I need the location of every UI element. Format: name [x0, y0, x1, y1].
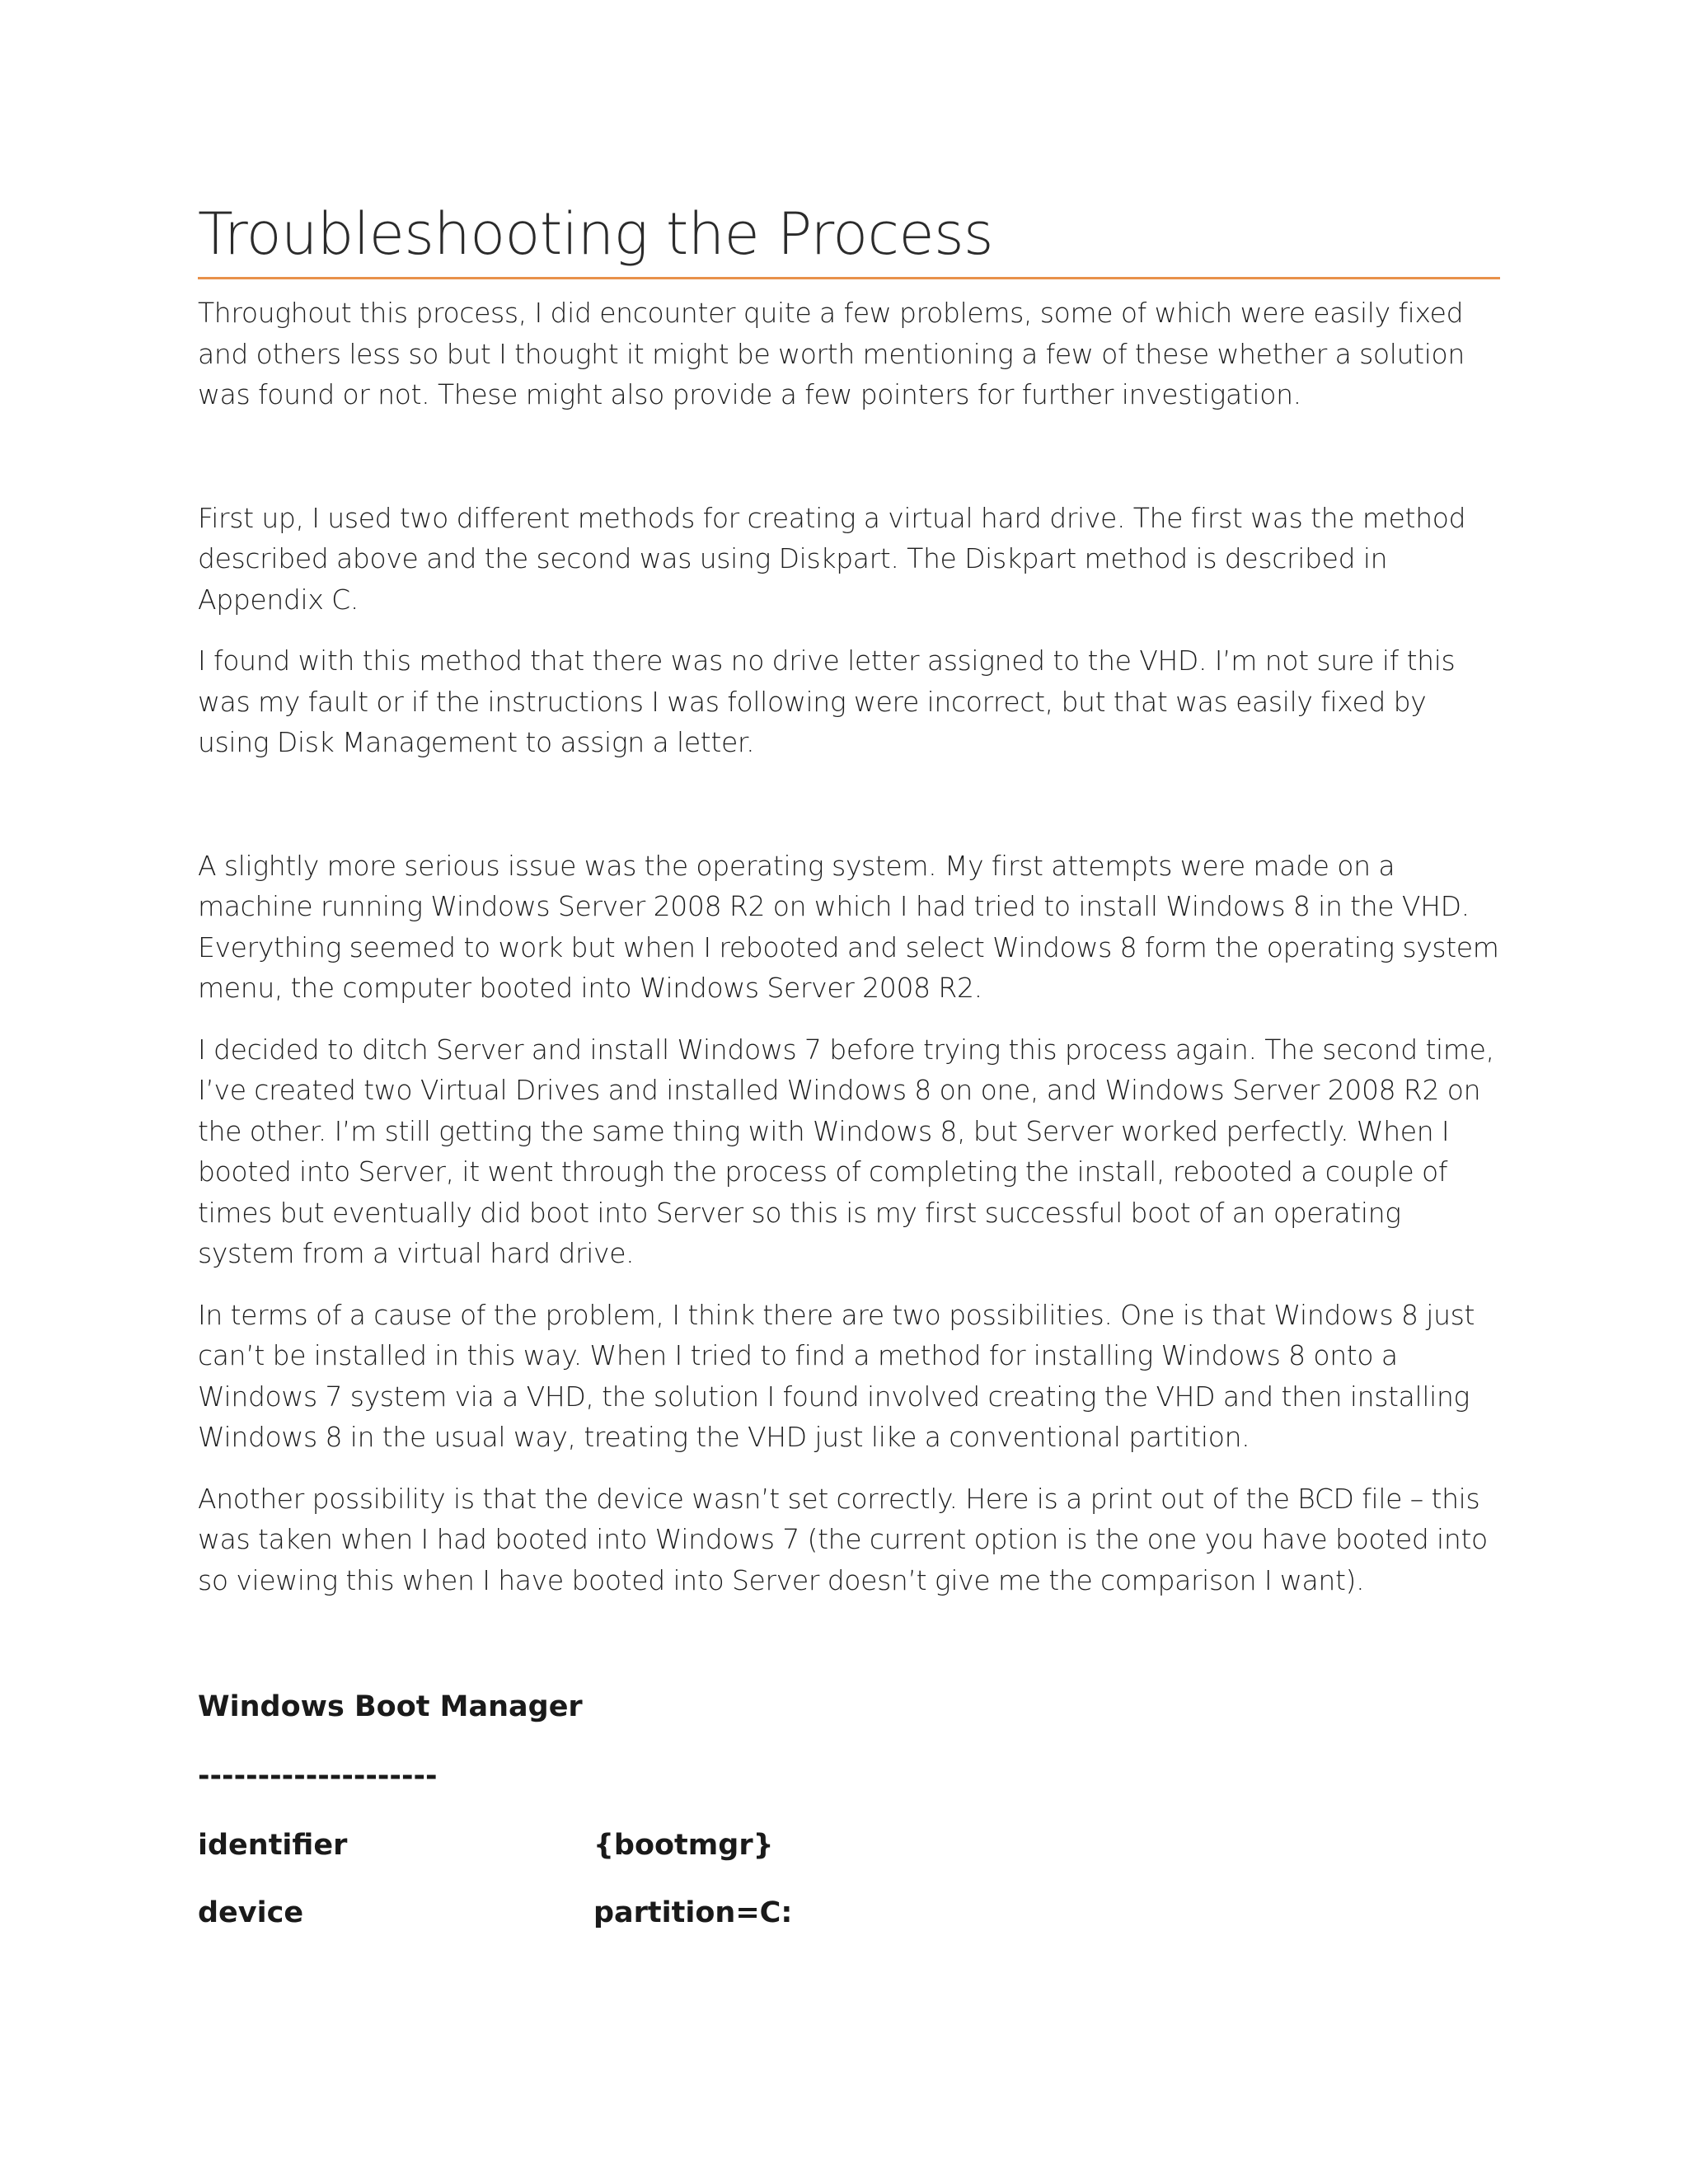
title-underline	[198, 277, 1500, 279]
boot-manager-separator: --------------------	[198, 1760, 438, 1793]
boot-entry-key: identifier	[198, 1829, 348, 1862]
boot-entry-device	[198, 1894, 1500, 1932]
boot-entry-value: partition=C:	[593, 1896, 793, 1929]
page-title: Troubleshooting the Process	[198, 200, 994, 268]
paragraph-os-issue: A slightly more serious issue was the operating system. My first attempts were made on a machine running Windows Server 2008 R2 on which I had tried to install Windows 8 in the VHD. Everything seemed to work but when I rebooted and select Windows 8 form the operating system menu, the computer booted into Windows Server 2008 R2.	[198, 849, 1499, 1004]
boot-manager-heading: Windows Boot Manager	[198, 1690, 583, 1723]
boot-entry-key: device	[198, 1896, 304, 1929]
paragraph-device: Another possibility is that the device wasn’t set correctly. Here is a print out of the BCD file – this was taken when I had booted into Windows 7 (the current option is the one you have booted into so viewing this when I have booted into Server doesn’t give me the comparison I want).	[198, 1482, 1488, 1596]
document-page	[198, 194, 1500, 1932]
boot-entry-value: {bootmgr}	[593, 1829, 774, 1862]
paragraph-drive-letter: I found with this method that there was no drive letter assigned to the VHD. I’m not sure if this was my fault or if the instructions I was following were incorrect, but that was easily fixed by using Disk Management to assign a letter.	[198, 644, 1456, 758]
paragraph-methods: First up, I used two different methods for creating a virtual hard drive. The first was the method described above and the second was using Diskpart. The Diskpart method is described in Appendix C.	[198, 501, 1466, 616]
boot-entry-identifier	[198, 1826, 1500, 1864]
paragraph-intro: Throughout this process, I did encounter quite a few problems, some of which were easily fixed and others less so but I thought it might be worth mentioning a few of these whether a solution was found or not. These might also provide a few pointers for further investigation.	[198, 297, 1465, 410]
paragraph-windows7: I decided to ditch Server and install Windows 7 before trying this process again. The second time, I’ve created two Virtual Drives and installed Windows 8 on one, and Windows Server 2008 R2 on the other. I’m still getting the same thing with Windows 8, but Server worked perfectly. When I booted into Server, it went through the process of completing the install, rebooted a couple of times but eventually did boot into Server so this is my first successful boot of an operating system from a virtual hard drive.	[198, 1033, 1494, 1269]
paragraph-cause: In terms of a cause of the problem, I think there are two possibilities. One is that Windows 8 just can’t be installed in this way. When I tried to find a method for installing Windows 8 onto a Windows 7 system via a VHD, the solution I found involved creating the VHD and then installing Windows 8 in the usual way, treating the VHD just like a conventional partition.	[198, 1298, 1475, 1453]
